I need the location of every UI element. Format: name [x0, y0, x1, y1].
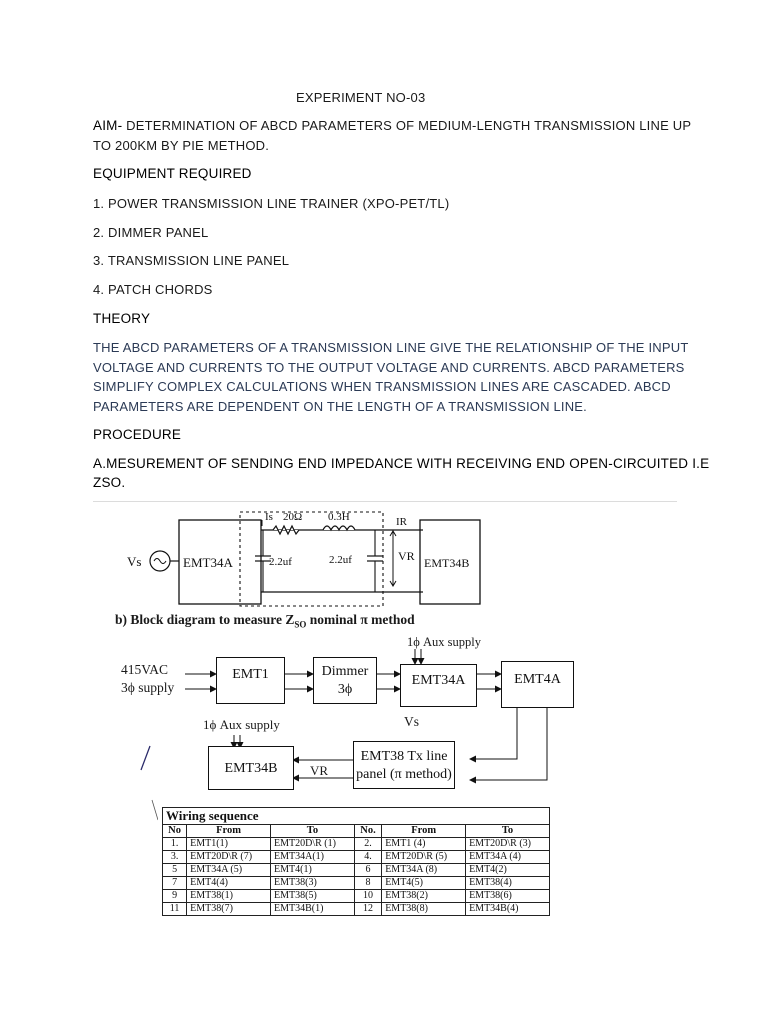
emt34b-block: EMT34B — [208, 746, 294, 790]
table-cell: EMT38(4) — [466, 877, 550, 890]
experiment-title: EXPERIMENT NO-03 — [296, 90, 426, 105]
capacitor-2-label: 2.2uf — [329, 554, 352, 566]
table-cell: 10 — [354, 890, 381, 903]
aux-supply-label-1: 1ϕ Aux supply — [407, 635, 481, 649]
emt34a-block: EMT34A — [400, 664, 477, 707]
table-row — [163, 903, 550, 916]
emt34b-label: EMT34B — [424, 556, 470, 570]
table-row — [163, 851, 550, 864]
dimmer-block: Dimmer 3ϕ — [313, 657, 377, 704]
table-cell: EMT34A(1) — [271, 851, 355, 864]
table-cell: 3. — [163, 851, 187, 864]
theory-line: PARAMETERS ARE DEPENDENT ON THE LENGTH OF A TRANSMISSION LINE. — [93, 399, 587, 414]
pi-circuit-diagram — [115, 506, 495, 612]
aim-text: DETERMINATION OF ABCD PARAMETERS OF MEDIUM-LENGTH TRANSMISSION LINE UP — [122, 118, 692, 133]
wiring-title: Wiring sequence — [163, 808, 550, 825]
wiring-table — [162, 807, 550, 916]
vr-label: VR — [398, 549, 415, 563]
inductor-label: 0.3H — [328, 511, 350, 523]
aim-line-1 — [93, 118, 691, 133]
table-cell: EMT20D\R (7) — [187, 851, 271, 864]
emt4a-block: EMT4A — [501, 661, 574, 708]
table-cell: EMT1 (4) — [382, 838, 466, 851]
table-cell: EMT38(6) — [466, 890, 550, 903]
table-cell: EMT4(1) — [271, 864, 355, 877]
theory-line: VOLTAGE AND CURRENTS TO THE OUTPUT VOLTAGE AND CURRENTS. ABCD PARAMETERS — [93, 360, 685, 375]
table-cell: 4. — [354, 851, 381, 864]
aux-supply-label-2: 1ϕ Aux supply — [203, 717, 280, 732]
vs-block-label: Vs — [404, 714, 420, 729]
table-cell: 8 — [354, 877, 381, 890]
table-cell: 2. — [354, 838, 381, 851]
table-cell: EMT34B(4) — [466, 903, 550, 916]
theory-heading: THEORY — [93, 311, 151, 326]
table-cell: EMT4(5) — [382, 877, 466, 890]
inductor-icon — [323, 526, 355, 530]
wiring-body — [163, 838, 550, 916]
col-header: No — [163, 825, 187, 838]
resistor-label: 20Ω — [283, 511, 303, 523]
table-cell: 12 — [354, 903, 381, 916]
table-cell: 6 — [354, 864, 381, 877]
table-cell: EMT38(8) — [382, 903, 466, 916]
ir-label: IR — [396, 516, 407, 528]
emt38-block: EMT38 Tx line panel (π method) — [353, 741, 455, 789]
table-cell: EMT20D\R (1) — [271, 838, 355, 851]
vr-block-label: VR — [310, 763, 329, 778]
pen-mark — [134, 742, 158, 822]
equipment-item: 3. TRANSMISSION LINE PANEL — [93, 253, 290, 268]
col-header: From — [187, 825, 271, 838]
col-header: No. — [354, 825, 381, 838]
table-cell: EMT38(7) — [187, 903, 271, 916]
theory-line: SIMPLIFY COMPLEX CALCULATIONS WHEN TRANSMISSION LINES ARE CASCADED. ABCD — [93, 379, 671, 394]
col-header: To — [466, 825, 550, 838]
block-diagram-caption: b) Block diagram to measure $Z_{SO}$ nominal π method — [115, 612, 415, 630]
divider — [93, 501, 677, 502]
table-cell: EMT20D\R (3) — [466, 838, 550, 851]
equipment-heading: EQUIPMENT REQUIRED — [93, 166, 252, 181]
col-header: To — [271, 825, 355, 838]
table-cell: EMT34B(1) — [271, 903, 355, 916]
table-cell: 11 — [163, 903, 187, 916]
table-cell: EMT34A (8) — [382, 864, 466, 877]
table-cell: EMT20D\R (5) — [382, 851, 466, 864]
table-cell: EMT4(4) — [187, 877, 271, 890]
aim-line-2: TO 200KM BY PIE METHOD. — [93, 138, 270, 153]
equipment-item: 1. POWER TRANSMISSION LINE TRAINER (XPO-PET/TL) — [93, 196, 450, 211]
input-voltage-label: 415VAC — [121, 662, 169, 677]
table-cell: EMT34A (4) — [466, 851, 550, 864]
table-cell: EMT38(5) — [271, 890, 355, 903]
table-row — [163, 877, 550, 890]
equipment-item: 2. DIMMER PANEL — [93, 225, 209, 240]
equipment-item: 4. PATCH CHORDS — [93, 282, 213, 297]
aim-label: AIM- — [93, 118, 123, 133]
capacitor-1-label: 2.2uf — [269, 556, 292, 568]
table-cell: 1. — [163, 838, 187, 851]
table-row — [163, 864, 550, 877]
table-row — [163, 838, 550, 851]
table-cell: 9 — [163, 890, 187, 903]
section-a-line-1: A.MESUREMENT OF SENDING END IMPEDANCE WITH RECEIVING END OPEN-CIRCUITED I.E — [93, 456, 710, 471]
emt34a-label: EMT34A — [183, 555, 233, 570]
is-label: Is — [265, 511, 273, 523]
vs-label: Vs — [127, 554, 142, 569]
table-cell: 7 — [163, 877, 187, 890]
table-row — [163, 890, 550, 903]
table-cell: EMT1(1) — [187, 838, 271, 851]
input-phase-label: 3ϕ supply — [121, 680, 175, 695]
sine-icon — [154, 559, 166, 564]
table-cell: 5 — [163, 864, 187, 877]
section-a-line-2: ZSO. — [93, 475, 126, 490]
table-cell: EMT4(2) — [466, 864, 550, 877]
col-header: From — [382, 825, 466, 838]
procedure-heading: PROCEDURE — [93, 427, 182, 442]
table-cell: EMT38(1) — [187, 890, 271, 903]
theory-line: THE ABCD PARAMETERS OF A TRANSMISSION LINE GIVE THE RELATIONSHIP OF THE INPUT — [93, 340, 689, 355]
emt1-block: EMT1 — [216, 657, 285, 704]
table-cell: EMT38(2) — [382, 890, 466, 903]
table-cell: EMT38(3) — [271, 877, 355, 890]
table-cell: EMT34A (5) — [187, 864, 271, 877]
resistor-icon — [273, 526, 299, 534]
